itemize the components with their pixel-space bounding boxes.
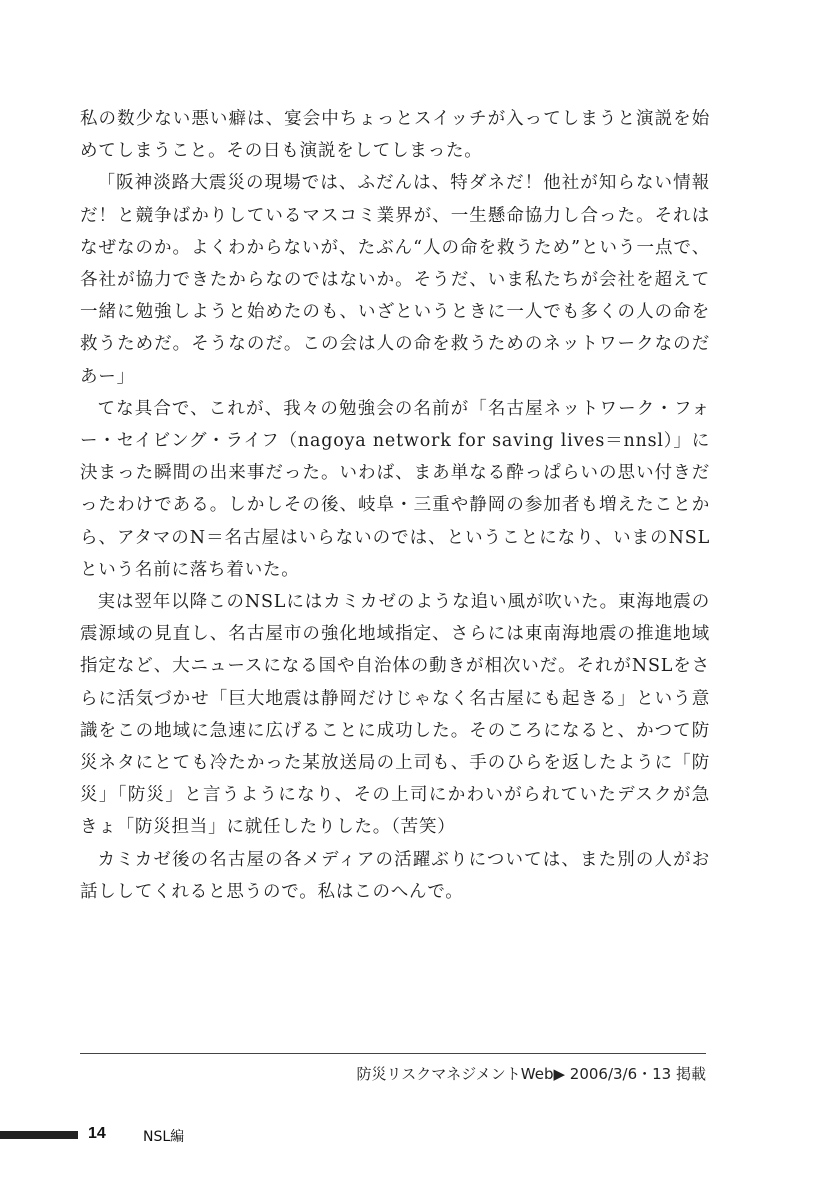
source-note: 防災リスクマネジメントWeb▶ 2006/3/6・13 掲載 xyxy=(356,1065,706,1083)
source-divider xyxy=(80,1053,706,1054)
paragraph-1: 私の数少ない悪い癖は、宴会中ちょっとスイッチが入ってしまうと演説を始めてしまうこと。その日も演説をしてしまった。 xyxy=(80,109,710,162)
page-number: 14 xyxy=(88,1125,106,1142)
section-label: NSL編 xyxy=(143,1129,185,1145)
paragraph-5: カミカゼ後の名古屋の各メディアの活躍ぶりについては、また別の人がお話ししてくれると思うので。私はこのへんで。 xyxy=(80,849,710,902)
paragraph-2: 「阪神淡路大震災の現場では、ふだんは、特ダネだ！他社が知らない情報だ！と競争ばかりしているマスコミ業界が、一生懸命協力し合った。それはなぜなのか。よくわからないが、たぶん“人の命を救うため”という一点で、各社が協力できたからなのではないか。そうだ、いま私たちが会社を超えて一緒に勉強しようと始めたのも、いざというときに一人でも多くの人の命を救うためだ。そうなのだ。この会は人の命を救うためのネットワークなのだあー」 xyxy=(80,173,710,387)
paragraph-3: てな具合で、これが、我々の勉強会の名前が「名古屋ネットワーク・フォー・セイビング・ライフ（nagoya network for saving lives＝nnsl）」に決まった瞬間の出来事だった。いわば、まあ単なる酔っぱらいの思い付きだったわけである。しかしその後、岐阜・三重や静岡の参加者も増えたことから、アタマのN＝名古屋はいらないのでは、ということになり、いまのNSLという名前に落ち着いた。 xyxy=(80,398,710,580)
article-body xyxy=(80,103,710,908)
paragraph-4: 実は翌年以降このNSLにはカミカゼのような追い風が吹いた。東海地震の震源域の見直し、名古屋市の強化地域指定、さらには東南海地震の推進地域指定など、大ニュースになる国や自治体の動きが相次いだ。それがNSLをさらに活気づかせ「巨大地震は静岡だけじゃなく名古屋にも起きる」という意識をこの地域に急速に広げることに成功した。そのころになると、かつて防災ネタにとても冷たかった某放送局の上司も、手のひらを返したように「防災」「防災」と言うようになり、その上司にかわいがられていたデスクが急きょ「防災担当」に就任したりした。（苦笑） xyxy=(80,592,710,838)
folio-bar xyxy=(0,1131,78,1139)
